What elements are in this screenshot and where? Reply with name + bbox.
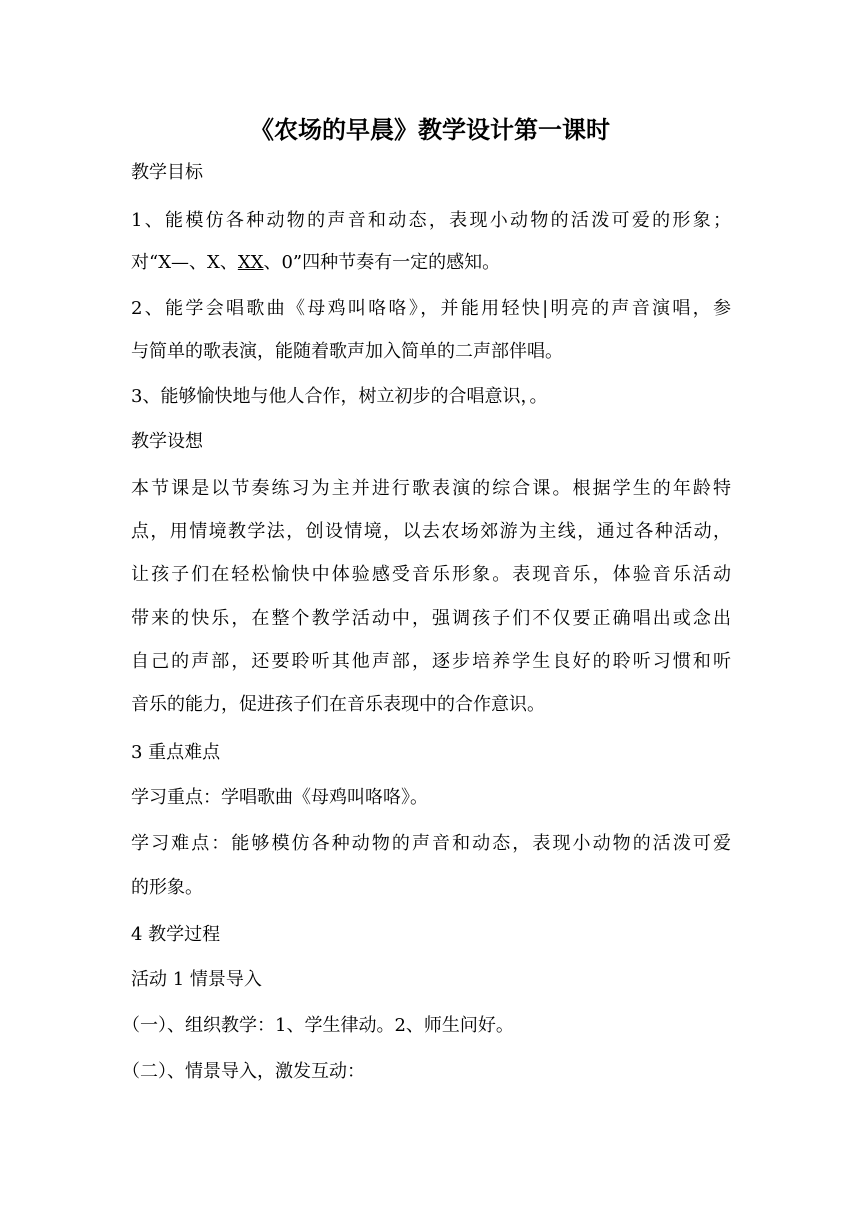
key-points-heading: 3 重点难点 (131, 742, 221, 763)
rhythm-text-underlined: XX (237, 252, 264, 273)
objective-item-1-line-1: 1、能模仿各种动物的声音和动态，表现小动物的活泼可爱的形象； (131, 210, 731, 231)
concept-line-2: 点，用情境教学法，创设情境，以去农场郊游为主线，通过各种活动， (131, 521, 731, 542)
process-activity-1: 活动 1 情景导入 (131, 969, 262, 990)
process-heading: 4 教学过程 (131, 924, 221, 945)
concept-heading: 教学设想 (131, 431, 203, 452)
rhythm-text-post: 、0”四种节奏有一定的感知。 (263, 252, 501, 273)
concept-line-3: 让孩子们在轻松愉快中体验感受音乐形象。表现音乐，体验音乐活动 (131, 564, 731, 585)
rhythm-text-pre: 对“X—、X、 (131, 252, 238, 273)
process-step-1: （一）、组织教学：1、学生律动。2、师生问好。 (122, 1015, 514, 1036)
key-point-difficulty-line-1: 学习难点：能够模仿各种动物的声音和动态，表现小动物的活泼可爱 (131, 833, 731, 854)
concept-line-6: 音乐的能力，促进孩子们在音乐表现中的合作意识。 (131, 694, 545, 715)
concept-line-1: 本节课是以节奏练习为主并进行歌表演的综合课。根据学生的年龄特 (131, 478, 731, 499)
objective-item-1-line-2 (131, 248, 731, 278)
document-title: 《农场的早晨》教学设计第一课时 (250, 115, 610, 144)
objective-item-3: 3、能够愉快地与他人合作，树立初步的合唱意识，。 (131, 386, 548, 407)
concept-line-4: 带来的快乐，在整个教学活动中，强调孩子们不仅要正确唱出或念出 (131, 608, 731, 629)
key-point-focus: 学习重点：学唱歌曲《母鸡叫咯咯》。 (131, 787, 428, 808)
objectives-heading: 教学目标 (131, 162, 203, 183)
concept-line-5: 自己的声部，还要聆听其他声部，逐步培养学生良好的聆听习惯和听 (131, 651, 731, 672)
key-point-difficulty-line-2: 的形象。 (131, 877, 203, 898)
process-step-2: （二）、情景导入，激发互动： (122, 1061, 365, 1082)
objective-item-2-line-1: 2、能学会唱歌曲《母鸡叫咯咯》，并能用轻快|明亮的声音演唱，参 (131, 298, 731, 319)
objective-item-2-line-2: 与简单的歌表演，能随着歌声加入简单的二声部伴唱。 (131, 341, 563, 362)
